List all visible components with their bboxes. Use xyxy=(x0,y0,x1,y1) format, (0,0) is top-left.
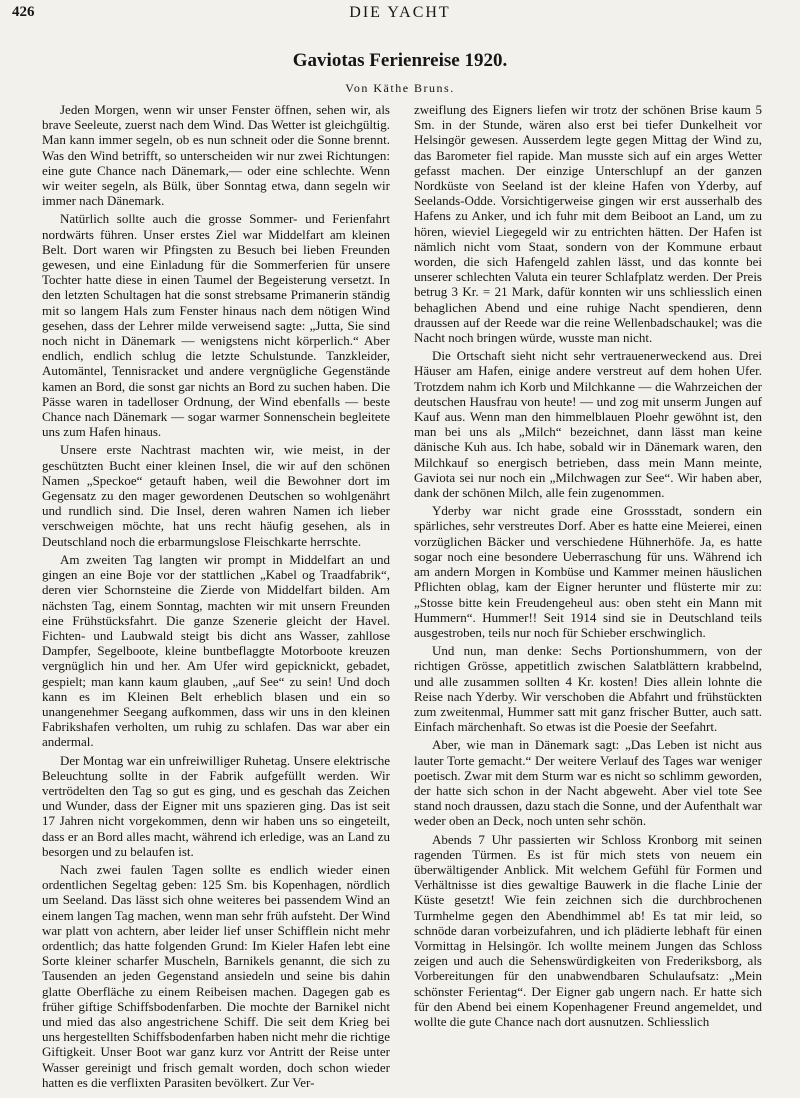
paragraph: zweiflung des Eigners liefen wir trotz der schönen Brise kaum 5 Sm. in der Stunde, wären also erst bei tiefer Dunkelheit vor Helsingör gewesen. Ausserdem legte gegen Mittag der Wind zu, das Barometer fiel rapide. Man musste sich auf ein arges Wetter gefasst machen. Der einzige Unterschlupf an der ganzen Nordküste von Seeland ist der kleine Hafen von Yderby, auf Seelands-Odde. Vorsichtigerweise gingen wir erst ausserhalb des Hafens zu Anker, und ich fuhr mit dem Beiboot an Land, um zu hören, wieviel Liegegeld wir zu entrichten hätten. Der Hafen ist nämlich nicht vom Staat, sondern von der Kommune erbaut worden, die sich Hafengeld zahlen lässt, und das konnte bei unserer schlechten Valuta ein teurer Schlafplatz werden. Der Preis betrug 3 Kr. = 21 Mark, dafür konnten wir uns schliesslich einen behaglichen Abend und eine ruhige Nacht spendieren, denn draussen auf der Reede war die reine Wellenbadschaukel; was die Nacht noch bringen würde, wusste man nicht. xyxy=(414,102,762,346)
paragraph: Der Montag war ein unfreiwilliger Ruhetag. Unsere elektrische Beleuchtung sollte in der Fabrik aufgefüllt werden. Wir vertrödelten den Tag so gut es ging, und es geschah das Zeichen und Wunder, dass der Eigner mit uns spazieren ging. Das ist seit 17 Jahren nicht vorgekommen, denn wir haben uns so eingeteilt, dass er an Bord alles macht, während ich erledige, was an Land zu besorgen und zu belaufen ist. xyxy=(42,752,390,859)
paragraph: Am zweiten Tag langten wir prompt in Middelfart an und gingen an eine Boje vor der stattlichen „Kabel og Traadfabrik“, deren vier Schornsteine die Zierde von Middelfart bilden. Am nächsten Tag, einem Sonntag, machten wir mit unsern Freunden eine Frühstücksfahrt. Die ganze Szenerie gleicht der Havel. Fichten- und Laubwald steigt bis dicht ans Wasser, zahllose Dampfer, Segelboote, kleine buntbeflaggte Motorboote kreuzen vergnüglich hin und her. Am Ufer wird gepicknickt, gebadet, gespielt; man kann kaum glauben, „auf See“ zu sein! Und doch kann es im Kleinen Belt erheblich blasen und ein so unangenehmer Seegang aufkommen, dass wir uns in den kleinen Fabrikshafen verholten, um ruhig zu schlafen. Das war aber ein andermal. xyxy=(42,551,390,750)
paragraph: Jeden Morgen, wenn wir unser Fenster öffnen, sehen wir, als brave Seeleute, zuerst nach dem Wind. Das Wetter ist gleichgültig. Man kann immer segeln, ob es nun schneit oder die Sonne brennt. Was den Wind betrifft, so unterscheiden wir nur zwei Richtungen: eine gute Chance nach Dänemark,— oder eine schlechte. Wenn wir weiter segeln, als Bülk, über Sonntag etwa, dann segeln wir immer nach Dänemark. xyxy=(42,102,390,209)
paragraph: Abends 7 Uhr passierten wir Schloss Kronborg mit seinen ragenden Türmen. Es ist für mich stets von neuem ein überwältigender Anblick. Mit welchem Gefühl für Formen und Verhältnisse ist dies gewaltige Bauwerk in die flache Linie der Küste gesetzt! Wie fein zeichnen sich die durchbrochenen Turmhelme gegen den Abendhimmel ab! Es tat mir leid, so schnöde daran vorbeizufahren, und ich plädierte lebhaft für einen Vormittag in Helsingör. Ich wollte meinem Jungen das Schloss zeigen und auch die Sehenswürdigkeiten von Frederiksborg, als Vorbereitungen für den unabwendbaren Schulaufsatz: „Mein schönster Ferientag“. Der Eigner gab ungern nach. Er hatte sich für den Abend bei einem Kopenhagener Freund angemeldet, und wollte die gute Chance nach dort ausnutzen. Schliesslich xyxy=(414,831,762,1029)
left-column xyxy=(42,102,390,1092)
article-title: Gaviotas Ferienreise 1920. xyxy=(292,50,508,71)
article-byline: Von Käthe Bruns. xyxy=(345,81,455,95)
paragraph: Nach zwei faulen Tagen sollte es endlich wieder einen ordentlichen Segeltag geben: 125 Sm. bis Kopenhagen, nördlich um Seeland. Das lässt sich ohne weiteres bei passendem Wind an einem langen Tag machen, wenn man sehr früh aufsteht. Der Wind war platt von achtern, aber leider lief unser Schifflein nicht mehr ordentlich; das hatte folgenden Grund: Im Kieler Hafen lebt eine Sorte kleiner scharfer Muscheln, Barnikels genannt, die sich zu Tausenden an jeden Gegenstand ansiedeln und seine bis dahin glatte Oberfläche zu einem Reibeisen machen. Dagegen gab es früher giftige Schiffsbodenfarben. Die mochte der Barnikel nicht und mied das also angestrichene Schiff. Die seit dem Krieg bei uns hergestellten Schiffsbodenfarben haben nicht mehr die richtige Giftigkeit. Unser Boot war ganz kurz vor Antritt der Reise unter Wasser gereinigt und frisch gemalt worden, doch schon wieder hatten es die verflixten Parasiten bevölkert. Zur Ver- xyxy=(42,861,390,1090)
paragraph: Die Ortschaft sieht nicht sehr vertrauenerweckend aus. Drei Häuser am Hafen, einige andere verstreut auf dem hohen Ufer. Trotzdem nahm ich Korb und Milchkanne — die Wahrzeichen der deutschen Hausfrau von heute! — und zog mit unserm Jungen auf Kauf aus. Wenn man den himmelblauen Ploehr gewöhnt ist, den man bei uns als „Milch“ bezeichnet, dann lässt man keine dänische Kuh aus. Ich habe, sobald wir in Dänemark waren, den Milchkauf so energisch betrieben, dass mein Mann meinte, Gaviota sei nur noch ein „Milchwagen zur See“. Wir haben aber, dank der schönen Milch, alle fein zugenommen. xyxy=(414,348,762,501)
paragraph: Aber, wie man in Dänemark sagt: „Das Leben ist nicht aus lauter Torte gemacht.“ Der weitere Verlauf des Tages war weniger poetisch. Zwar mit dem Sturm war es nicht so schlimm geworden, der hatte sich schon in der Nacht abgeweht. Aber viel tote See stand noch draussen, dazu stach die Sonne, und der Aufenthalt war weder oben an Deck, noch unten sehr schön. xyxy=(414,737,762,829)
running-title: DIE YACHT xyxy=(349,4,451,21)
page-number: 426 xyxy=(12,4,35,20)
right-column xyxy=(414,102,762,1092)
paragraph: Unsere erste Nachtrast machten wir, wie meist, in der geschützten Bucht einer kleinen Insel, die wir auf den schönen Namen „Speckoe“ getauft haben, weil die Bewohner dort im Gegensatz zu den mager gewordenen Deutschen so wohlgenährt und rundlich sind. Die Insel, deren wahren Namen ich lieber verschweigen möchte, hat uns recht häufig gesehen, als in Deutschland noch die erbarmungslose Fleischkarte herrschte. xyxy=(42,442,390,549)
paragraph: Und nun, man denke: Sechs Portionshummern, von der richtigen Grösse, appetitlich zwischen Salatblättern krabbelnd, und alle zusammen sollten 4 Kr. kosten! Dies allein lohnte die Reise nach Yderby. Wir verschoben die Abfahrt und frühstückten zum zweitenmal, Hummer satt mit ganz frischer Butter, auch satt. Einfach märchenhaft. So etwas ist die Poesie der Seefahrt. xyxy=(414,643,762,735)
paragraph: Yderby war nicht grade eine Grossstadt, sondern ein spärliches, sehr verstreutes Dorf. Aber es hatte eine Meierei, einen vorzüglichen Bäcker und verschiedene Hühnerhöfe. Ja, es hatte sogar noch eine besondere Ueberraschung für uns. Während ich am andern Morgen in Kombüse und Kammer meinen häuslichen Pflichten oblag, kam der Eigner herunter und flüsterte mir zu: „Stosse bitte kein Freudengeheul aus: oben steht ein Mann mit Hummern“. Hummer!! Seit 1914 sind sie in Deutschland teils ausgestroben, teils nur noch für Schieber erschwinglich. xyxy=(414,503,762,640)
paragraph: Natürlich sollte auch die grosse Sommer- und Ferienfahrt nordwärts führen. Unser erstes Ziel war Middelfart am kleinen Belt. Dort waren wir Pfingsten zu Besuch bei lieben Freunden gewesen, und eine Einladung für die Sommerferien für unsere Tochter hatte diese in einen Taumel der Begeisterung versetzt. In den letzten Schultagen hat die sonst strebsame Primanerin ständig mit so langem Hals zum Fenster hinaus nach dem nötigen Wind gesehen, dass der Lehrer milde verweisend sagte: „Jutta, Sie sind noch nicht in Dänemark — wenigstens nicht körperlich.“ Aber endlich, endlich schlug die letzte Schulstunde. Tanzkleider, Automäntel, Tennisracket und andere vergnügliche Gegenstände kamen an Bord, die sonst gar nichts an Bord zu suchen haben. Die Pässe waren in tadelloser Ordnung, der Wind ebenfalls — beste Chance nach Dänemark — sogar warmer Sonnenschein begleitete uns zum Hafen hinaus. xyxy=(42,211,390,440)
